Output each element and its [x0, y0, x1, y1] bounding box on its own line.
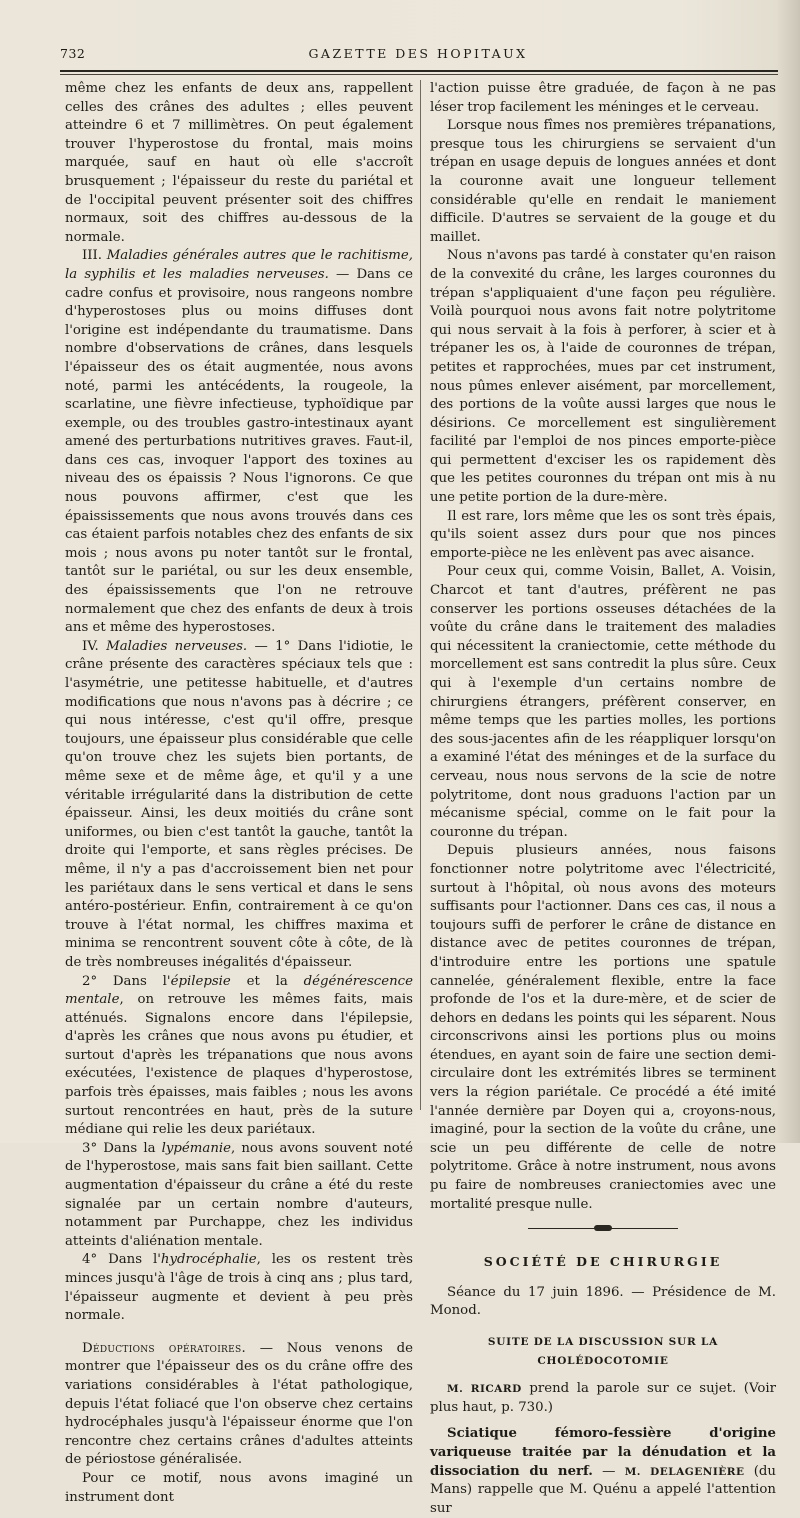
speaker-name: M. RICARD — [447, 1383, 522, 1396]
paragraph-text: — Dans ce cadre confus et provisoire, nous rangeons nombre d'hyperostoses plus ou moins diffuses dont l'origine est indépendante du traumatisme. Dans nombre d'observations de crânes, dans lesquels l'épaisseur des os était augmentée, nous avons noté, parmi les antécédents, la rougeole, la scarlatine, une fièvre infectieuse, typhoïdique par exemple, ou des troubles gastro-intestinaux ayant amené des perturbations nutritives graves. Faut-il, dans ces cas, invoquer l'apport des toxines au niveau des os épaissis ? Nous l'ignorons. Ce que nous pouvons affirmer, c'est que les épaississements que nous avons trouvés dans ces cas étaient parfois notables chez des enfants de six mois ; nous avons pu noter tantôt sur le frontal, tantôt sur le pariétal, ou sur les deux ensemble, des épaississements que l'on ne retrouve normalement que chez des enfants de deux à trois ans et même des hyperostoses. — [65, 266, 413, 636]
paragraph-text: (du Mans) rappelle que M. Quénu a appelé l'attention sur — [430, 1463, 776, 1516]
paragraph: Pour ceux qui, comme Voisin, Ballet, A. Voisin, Charcot et tant d'autres, préfèrent ne pas conserver les portions osseuses détachées de la voûte du crâne dans le traitement des maladies qui nécessitent la craniectomie, cette méthode du morcellement est sans contredit la plus sûre. Ceux qui à l'exemple d'un certains nombre de chirurgiens étrangers, préfèrent conserver, en même temps que les parties molles, les portions des sous-jacentes afin de les réappliquer lorsqu'on a examiné l'état des méninges et de la surface du cerveau, nous nous servons de la scie de notre polytritome, dont nous graduons l'action par un mécanisme spécial, comme on le fait pour la couronne du trépan. — [430, 564, 776, 840]
paragraph-maladies-nerveuses — [65, 638, 413, 973]
section-number: III. — [82, 248, 107, 264]
paragraph: l'action puisse être graduée, de façon à ne pas léser trop facilement les méninges et le cerveau. — [430, 81, 776, 115]
journal-title: GAZETTE DES HOPITAUX — [308, 46, 528, 61]
paragraph-text: , on retrouve les mêmes faits, mais atténués. Signalons encore dans l'épilepsie, d'après les crânes que nous avons pu étudier, et surtout d'après les trépanations que nous avons exécutées, l'existence de plaques d'hyperostose, parfois très épaisses, mais faibles ; nous les avons surtout rencontrées en haut, près de la suture médiane qui relie les deux pariétaux. — [65, 992, 413, 1138]
emphasis: lypémanie — [161, 1140, 232, 1156]
section-heading: Maladies générales autres que le rachitisme, la syphilis et les maladies nerveuses. — [65, 248, 413, 282]
paragraph: Nous n'avons pas tardé à constater qu'en raison de la convexité du crâne, les larges couronnes du trépan s'appliquaient d'une façon peu régulière. Voilà pourquoi nous avons fait notre polytritome qui nous servait à la fois à perforer, à scier et à trépaner les os, à l'aide de couronnes de trépan, petites et rapprochées, mues par cet instrument, nous pûmes enlever aisément, par morcellement, des portions de la voûte aussi larges que nous le désirions. Ce morcellement est singulièrement facilité par l'emploi de nos pinces emporte-pièce qui permettent d'exciser les os rapidement dès que les petites couronnes du trépan ont mis à nu une petite portion de la dure-mère. — [430, 248, 776, 506]
paragraph-text: et la — [230, 973, 304, 989]
paragraph-text: — 1° Dans l'idiotie, le crâne présente des caractères spéciaux tels que : l'asymétrie, une petitesse habituelle, et d'autres modifications que nous n'avons pas à décrire ; ce qui nous intéresse, c'est qu'il offre, presque toujours, une épaisseur plus considérable que celle qu'on trouve chez les sujets bien portants, de même sexe et de même âge, et qu'il y a une véritable irrégularité dans la distribution de cette épaisseur. Ainsi, les deux moitiés du crâne sont uniformes, ou bien c'est tantôt la gauche, tantôt la droite qui l'emporte, et sans règles précises. De même, il n'y a pas d'accroissement bien net pour les pariétaux dans le sens vertical et dans le sens antéro-postérieur. Enfin, contrairement à ce qu'on trouve à l'état normal, les chiffres maxima et minima se rencontrent souvent côte à côte, de là de très nombreuses inégalités d'épaisseur. — [65, 638, 413, 970]
paragraph-text: — — [592, 1463, 625, 1479]
paragraph-deductions — [65, 1340, 413, 1470]
section-heading: Déductions opératoires. — [82, 1340, 246, 1356]
page-header — [60, 46, 776, 66]
seance-line: Séance du 17 juin 1896. — Présidence de M. Monod. — [430, 1284, 776, 1319]
emphasis: hydrocéphalie — [160, 1252, 257, 1268]
paragraph: Pour ce motif, nous avons imaginé un instrument dont — [65, 1470, 413, 1505]
paragraph-sciatique — [430, 1425, 776, 1518]
paragraph: même chez les enfants de deux ans, rappellent celles des crânes des adultes ; elles peuvent atteindre 6 et 7 millimètres. On peut également trouver l'hyperostose du frontal, mais moins marquée, sauf en haut où elle s'accroît brusquement ; l'épaisseur du reste du pariétal et de l'occipital peuvent présenter soit des chiffres normaux, soit des chiffres au-dessous de la normale. — [65, 81, 413, 245]
paragraph-maladies-generales — [65, 247, 413, 637]
paragraph-epilepsie — [65, 973, 413, 1140]
header-rule-thin — [60, 74, 778, 75]
paragraph-text: prend la parole sur ce sujet. (Voir plus haut, p. 730.) — [430, 1381, 776, 1415]
speaker-name: M. DELAGENIÈRE — [624, 1465, 745, 1478]
section-number: IV. — [82, 638, 107, 654]
separator-dot — [594, 1225, 612, 1231]
subheading: SUITE DE LA DISCUSSION SUR LA CHOLÉDOCOTOMIE — [487, 1336, 719, 1367]
paragraph-ricard — [430, 1380, 776, 1417]
header-rule — [60, 70, 778, 72]
column-divider — [420, 80, 421, 1110]
article-heading: Sciatique fémoro-fessière d'origine variqueuse traitée par la dénudation et la dissociation du nerf. — [430, 1426, 776, 1479]
left-column — [65, 80, 413, 1507]
emphasis: dégénérescence mentale — [65, 973, 414, 1008]
paragraph-hydrocephalie — [65, 1251, 413, 1325]
section-separator-ornament — [528, 1224, 678, 1233]
paragraph: Depuis plusieurs années, nous faisons fonctionner notre polytritome avec l'électricité, surtout à l'hôpital, où nous avons des moteurs suffisants pour l'actionner. Dans ces cas, il nous a toujours suffi de perforer le crâne de distance en distance avec de petites couronnes de trépan, d'introduire entre les portions une spatule cannelée, généralement flexible, entre la face profonde de l'os et la dure-mère, et de scier de dehors en dedans les points qui les séparent. Nous circonscrivons ainsi les portions plus ou moins étendues, en ayant soin de faire une section demi-circulaire dont les extrémités libres se terminent vers la région pariétale. Ce procédé a été imité l'année dernière par Doyen qui a, croyons-nous, imaginé, pour la section de la voûte du crâne, une scie un peu différente de celle de notre polytritome. Grâce à notre instrument, nous avons pu faire de nombreuses craniectomies avec une mortalité presque nulle. — [430, 843, 776, 1212]
paragraph-text: 4° Dans l' — [82, 1252, 161, 1268]
paragraph-text: 2° Dans l' — [82, 973, 171, 989]
emphasis: épilepsie — [170, 973, 231, 989]
paragraph-lypemanie — [65, 1140, 413, 1252]
section-title: SOCIÉTÉ DE CHIRURGIE — [483, 1254, 723, 1270]
paragraph-text: , nous avons souvent noté de l'hyperostose, mais sans fait bien saillant. Cette augmentation d'épaisseur du crâne a été du reste signalée par un certain nombre d'auteurs, notamment par Purchappe, chez les individus atteints d'aliénation mentale. — [65, 1140, 413, 1249]
paragraph-text: — Nous venons de montrer que l'épaisseur des os du crâne offre des variations considérables à l'état pathologique, depuis l'état foliacé que l'on observe chez certains hydrocéphales jusqu'à l'épaisseur énorme que l'on rencontre chez certains crânes d'adultes atteints de périostose généralisée. — [65, 1340, 413, 1468]
paragraph: Lorsque nous fîmes nos premières trépanations, presque tous les chirurgiens se servaient d'un trépan en usage depuis de longues années et dont la couronne avait une longueur tellement considérable qu'elle en rendait le maniement difficile. D'autres se servaient de la gouge et du maillet. — [430, 118, 776, 245]
paragraph-text: , les os restent très minces jusqu'à l'âge de trois à cinq ans ; plus tard, l'épaisseur augmente et devient à peu près normale. — [65, 1252, 413, 1324]
page-number: 732 — [60, 46, 86, 61]
paragraph-text: 3° Dans la — [82, 1140, 162, 1156]
paragraph: Il est rare, lors même que les os sont très épais, qu'ils soient assez durs pour que nos pinces emporte-pièce ne les enlèvent pas avec aisance. — [430, 508, 776, 561]
right-column — [430, 80, 776, 1518]
section-heading: Maladies nerveuses. — [106, 638, 248, 654]
